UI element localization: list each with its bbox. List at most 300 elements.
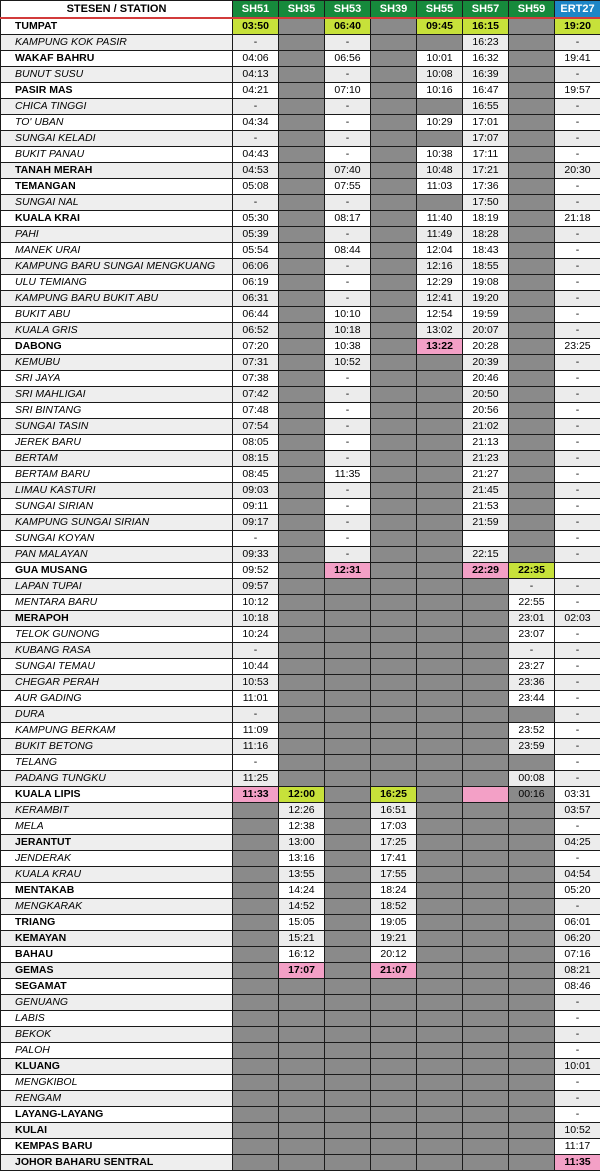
time-cell (279, 355, 325, 371)
time-cell (325, 627, 371, 643)
time-cell: - (555, 515, 600, 531)
time-cell (233, 1011, 279, 1027)
time-cell (463, 835, 509, 851)
station-name: MENTARA BARU (1, 595, 233, 611)
time-cell: 17:36 (463, 179, 509, 195)
time-cell: 16:47 (463, 83, 509, 99)
time-cell: 17:07 (279, 963, 325, 979)
time-cell: - (555, 371, 600, 387)
time-cell (417, 1059, 463, 1075)
time-cell: - (555, 259, 600, 275)
time-cell (325, 1155, 371, 1171)
time-cell: 12:38 (279, 819, 325, 835)
time-cell: 05:54 (233, 243, 279, 259)
table-row (1, 307, 600, 323)
time-cell (417, 787, 463, 803)
time-cell: 23:59 (509, 739, 555, 755)
time-cell (371, 339, 417, 355)
time-cell: 20:46 (463, 371, 509, 387)
table-row (1, 259, 600, 275)
time-cell: 05:39 (233, 227, 279, 243)
time-cell (417, 995, 463, 1011)
time-cell: 20:39 (463, 355, 509, 371)
time-cell (555, 563, 600, 579)
time-cell (371, 531, 417, 547)
time-cell: 12:29 (417, 275, 463, 291)
time-cell: 06:56 (325, 51, 371, 67)
table-row (1, 355, 600, 371)
timetable-body (1, 18, 600, 1171)
station-name: SUNGAI NAL (1, 195, 233, 211)
table-row (1, 963, 600, 979)
time-cell: - (325, 435, 371, 451)
time-cell: - (233, 755, 279, 771)
table-row (1, 579, 600, 595)
time-cell (325, 1107, 371, 1123)
time-cell (463, 707, 509, 723)
station-name: DABONG (1, 339, 233, 355)
time-cell: 23:36 (509, 675, 555, 691)
train-column-header-ert27: ERT27 (555, 1, 600, 19)
time-cell: - (325, 499, 371, 515)
table-row (1, 435, 600, 451)
time-cell: 11:09 (233, 723, 279, 739)
time-cell (279, 51, 325, 67)
time-cell (371, 1139, 417, 1155)
time-cell (509, 1011, 555, 1027)
time-cell (417, 451, 463, 467)
table-row (1, 595, 600, 611)
time-cell: 04:25 (555, 835, 600, 851)
time-cell (233, 803, 279, 819)
station-name: TEMANGAN (1, 179, 233, 195)
time-cell: - (233, 131, 279, 147)
time-cell (371, 259, 417, 275)
time-cell (509, 851, 555, 867)
time-cell (325, 659, 371, 675)
time-cell (417, 739, 463, 755)
time-cell (325, 867, 371, 883)
time-cell: 06:40 (325, 18, 371, 35)
time-cell (325, 963, 371, 979)
time-cell (233, 867, 279, 883)
table-row (1, 483, 600, 499)
time-cell (509, 755, 555, 771)
time-cell (509, 867, 555, 883)
station-name: PADANG TUNGKU (1, 771, 233, 787)
station-name: GUA MUSANG (1, 563, 233, 579)
table-row (1, 339, 600, 355)
station-name: SUNGAI SIRIAN (1, 499, 233, 515)
station-name: KEMUBU (1, 355, 233, 371)
time-cell: 15:21 (279, 931, 325, 947)
station-name: MENGKIBOL (1, 1075, 233, 1091)
time-cell: 16:23 (463, 35, 509, 51)
time-cell (417, 819, 463, 835)
table-row (1, 1155, 600, 1171)
time-cell (463, 1091, 509, 1107)
time-cell (417, 803, 463, 819)
table-row (1, 147, 600, 163)
time-cell (417, 675, 463, 691)
time-cell: - (325, 547, 371, 563)
table-row (1, 531, 600, 547)
time-cell (371, 387, 417, 403)
time-cell: 17:41 (371, 851, 417, 867)
time-cell (463, 771, 509, 787)
time-cell: - (325, 227, 371, 243)
time-cell: - (555, 387, 600, 403)
time-cell (279, 691, 325, 707)
time-cell (371, 355, 417, 371)
time-cell (463, 931, 509, 947)
time-cell (325, 1139, 371, 1155)
time-cell (279, 1107, 325, 1123)
time-cell (279, 291, 325, 307)
table-row (1, 995, 600, 1011)
time-cell: - (555, 771, 600, 787)
time-cell: - (555, 435, 600, 451)
time-cell (325, 803, 371, 819)
time-cell (279, 723, 325, 739)
time-cell (371, 771, 417, 787)
table-row (1, 163, 600, 179)
time-cell: 17:03 (371, 819, 417, 835)
station-name: BAHAU (1, 947, 233, 963)
time-cell: 10:52 (325, 355, 371, 371)
time-cell: 03:50 (233, 18, 279, 35)
station-column-header: STESEN / STATION (1, 1, 233, 19)
station-name: CHICA TINGGI (1, 99, 233, 115)
time-cell: 21:18 (555, 211, 600, 227)
time-cell: 11:25 (233, 771, 279, 787)
time-cell (463, 1075, 509, 1091)
time-cell: 16:51 (371, 803, 417, 819)
time-cell: 04:21 (233, 83, 279, 99)
time-cell: - (555, 179, 600, 195)
time-cell: - (555, 675, 600, 691)
time-cell: - (325, 275, 371, 291)
time-cell: - (509, 579, 555, 595)
time-cell: - (325, 35, 371, 51)
time-cell (417, 1043, 463, 1059)
time-cell (463, 1043, 509, 1059)
time-cell (233, 931, 279, 947)
time-cell (279, 419, 325, 435)
time-cell (463, 803, 509, 819)
time-cell (279, 451, 325, 467)
time-cell: 07:20 (233, 339, 279, 355)
time-cell: 07:10 (325, 83, 371, 99)
time-cell: - (555, 147, 600, 163)
time-cell (417, 771, 463, 787)
time-cell: 19:05 (371, 915, 417, 931)
time-cell: 08:44 (325, 243, 371, 259)
time-cell: - (555, 739, 600, 755)
time-cell (371, 467, 417, 483)
station-name: ULU TEMIANG (1, 275, 233, 291)
time-cell (279, 387, 325, 403)
time-cell: 11:35 (555, 1155, 600, 1171)
time-cell: 13:16 (279, 851, 325, 867)
table-row (1, 323, 600, 339)
time-cell (279, 67, 325, 83)
time-cell (325, 1027, 371, 1043)
time-cell (509, 371, 555, 387)
time-cell (463, 611, 509, 627)
time-cell (279, 563, 325, 579)
time-cell (325, 1059, 371, 1075)
time-cell: - (509, 643, 555, 659)
time-cell: - (555, 1011, 600, 1027)
time-cell: - (233, 643, 279, 659)
time-cell (417, 1107, 463, 1123)
time-cell (371, 227, 417, 243)
time-cell: 07:55 (325, 179, 371, 195)
time-cell (233, 995, 279, 1011)
time-cell: 12:00 (279, 787, 325, 803)
time-cell (417, 899, 463, 915)
time-cell (233, 963, 279, 979)
time-cell (279, 259, 325, 275)
time-cell (509, 995, 555, 1011)
time-cell: 18:24 (371, 883, 417, 899)
time-cell (371, 643, 417, 659)
time-cell (463, 883, 509, 899)
time-cell: - (555, 35, 600, 51)
station-name: MANEK URAI (1, 243, 233, 259)
time-cell (463, 899, 509, 915)
station-name: JOHOR BAHARU SENTRAL (1, 1155, 233, 1171)
station-name: DURA (1, 707, 233, 723)
station-name: PALOH (1, 1043, 233, 1059)
time-cell (279, 131, 325, 147)
time-cell (279, 771, 325, 787)
time-cell: - (325, 67, 371, 83)
station-name: LAPAN TUPAI (1, 579, 233, 595)
station-name: TO' UBAN (1, 115, 233, 131)
time-cell (463, 947, 509, 963)
time-cell (279, 163, 325, 179)
time-cell (509, 1027, 555, 1043)
time-cell (463, 963, 509, 979)
time-cell (279, 1075, 325, 1091)
time-cell (509, 291, 555, 307)
time-cell (371, 163, 417, 179)
time-cell: 18:43 (463, 243, 509, 259)
time-cell (371, 1091, 417, 1107)
time-cell (371, 739, 417, 755)
time-cell (509, 1123, 555, 1139)
time-cell (279, 179, 325, 195)
time-cell: 17:25 (371, 835, 417, 851)
time-cell: 14:52 (279, 899, 325, 915)
time-cell (463, 643, 509, 659)
time-cell (371, 1107, 417, 1123)
station-name: SRI BINTANG (1, 403, 233, 419)
time-cell: 08:15 (233, 451, 279, 467)
time-cell (279, 1123, 325, 1139)
time-cell (509, 211, 555, 227)
time-cell: 11:01 (233, 691, 279, 707)
time-cell: 10:38 (325, 339, 371, 355)
time-cell (279, 195, 325, 211)
time-cell (371, 547, 417, 563)
time-cell: 20:56 (463, 403, 509, 419)
time-cell: - (555, 755, 600, 771)
time-cell (371, 499, 417, 515)
time-cell (417, 1075, 463, 1091)
time-cell (371, 195, 417, 211)
time-cell (509, 51, 555, 67)
station-name: GEMAS (1, 963, 233, 979)
time-cell (279, 1043, 325, 1059)
time-cell (325, 707, 371, 723)
time-cell (463, 1155, 509, 1171)
time-cell (279, 547, 325, 563)
station-name: KEMPAS BARU (1, 1139, 233, 1155)
time-cell: 07:54 (233, 419, 279, 435)
table-row (1, 931, 600, 947)
time-cell (233, 1075, 279, 1091)
time-cell: - (325, 451, 371, 467)
time-cell: 16:32 (463, 51, 509, 67)
table-row (1, 819, 600, 835)
time-cell (463, 867, 509, 883)
time-cell (371, 115, 417, 131)
time-cell (417, 1155, 463, 1171)
time-cell (463, 851, 509, 867)
time-cell (371, 483, 417, 499)
station-name: SUNGAI KOYAN (1, 531, 233, 547)
table-row (1, 51, 600, 67)
time-cell (279, 531, 325, 547)
time-cell (417, 435, 463, 451)
time-cell: 10:10 (325, 307, 371, 323)
time-cell: 04:53 (233, 163, 279, 179)
time-cell (463, 739, 509, 755)
time-cell (463, 723, 509, 739)
time-cell (279, 435, 325, 451)
station-name: SRI JAYA (1, 371, 233, 387)
table-row (1, 1123, 600, 1139)
time-cell (371, 243, 417, 259)
time-cell (371, 979, 417, 995)
time-cell: 10:18 (233, 611, 279, 627)
time-cell: 09:33 (233, 547, 279, 563)
station-name: KAMPUNG BERKAM (1, 723, 233, 739)
time-cell: 23:44 (509, 691, 555, 707)
time-cell (463, 995, 509, 1011)
time-cell: - (555, 531, 600, 547)
time-cell (417, 851, 463, 867)
time-cell (371, 83, 417, 99)
time-cell: - (325, 387, 371, 403)
time-cell: - (555, 659, 600, 675)
time-cell: - (325, 147, 371, 163)
time-cell (463, 787, 509, 803)
time-cell (509, 915, 555, 931)
time-cell: - (555, 227, 600, 243)
time-cell: 17:50 (463, 195, 509, 211)
time-cell (371, 18, 417, 35)
time-cell: 19:21 (371, 931, 417, 947)
station-name: MENGKARAK (1, 899, 233, 915)
table-row (1, 643, 600, 659)
station-name: SUNGAI KELADI (1, 131, 233, 147)
time-cell: - (233, 195, 279, 211)
station-name: JENDERAK (1, 851, 233, 867)
time-cell (233, 1123, 279, 1139)
time-cell: 21:59 (463, 515, 509, 531)
table-row (1, 1011, 600, 1027)
time-cell (417, 499, 463, 515)
time-cell (463, 819, 509, 835)
time-cell: 16:55 (463, 99, 509, 115)
time-cell (279, 659, 325, 675)
time-cell: 10:12 (233, 595, 279, 611)
station-name: TELANG (1, 755, 233, 771)
time-cell: 14:24 (279, 883, 325, 899)
time-cell (325, 643, 371, 659)
time-cell: - (555, 579, 600, 595)
time-cell (509, 819, 555, 835)
time-cell: - (233, 531, 279, 547)
time-cell: 10:01 (417, 51, 463, 67)
time-cell: 19:20 (463, 291, 509, 307)
time-cell (279, 515, 325, 531)
table-row (1, 35, 600, 51)
time-cell: - (555, 323, 600, 339)
time-cell: 08:46 (555, 979, 600, 995)
time-cell (371, 563, 417, 579)
time-cell (325, 1123, 371, 1139)
time-cell: 08:05 (233, 435, 279, 451)
time-cell (325, 899, 371, 915)
time-cell: 04:34 (233, 115, 279, 131)
table-row (1, 659, 600, 675)
time-cell: - (325, 291, 371, 307)
time-cell: 10:16 (417, 83, 463, 99)
station-name: TANAH MERAH (1, 163, 233, 179)
time-cell (417, 883, 463, 899)
station-name: PAN MALAYAN (1, 547, 233, 563)
table-row (1, 787, 600, 803)
time-cell (509, 547, 555, 563)
time-cell: 10:29 (417, 115, 463, 131)
time-cell (417, 723, 463, 739)
time-cell (417, 131, 463, 147)
time-cell: - (325, 515, 371, 531)
time-cell: 17:55 (371, 867, 417, 883)
station-name: AUR GADING (1, 691, 233, 707)
time-cell: 10:44 (233, 659, 279, 675)
time-cell (509, 1091, 555, 1107)
train-column-header-sh35: SH35 (279, 1, 325, 19)
time-cell (279, 1155, 325, 1171)
time-cell (325, 835, 371, 851)
time-cell: 19:08 (463, 275, 509, 291)
time-cell (509, 403, 555, 419)
time-cell (509, 35, 555, 51)
time-cell (371, 435, 417, 451)
time-cell (371, 1027, 417, 1043)
table-row (1, 771, 600, 787)
table-row (1, 1107, 600, 1123)
station-name: KAMPUNG BARU BUKIT ABU (1, 291, 233, 307)
time-cell: - (555, 131, 600, 147)
time-cell: 20:12 (371, 947, 417, 963)
